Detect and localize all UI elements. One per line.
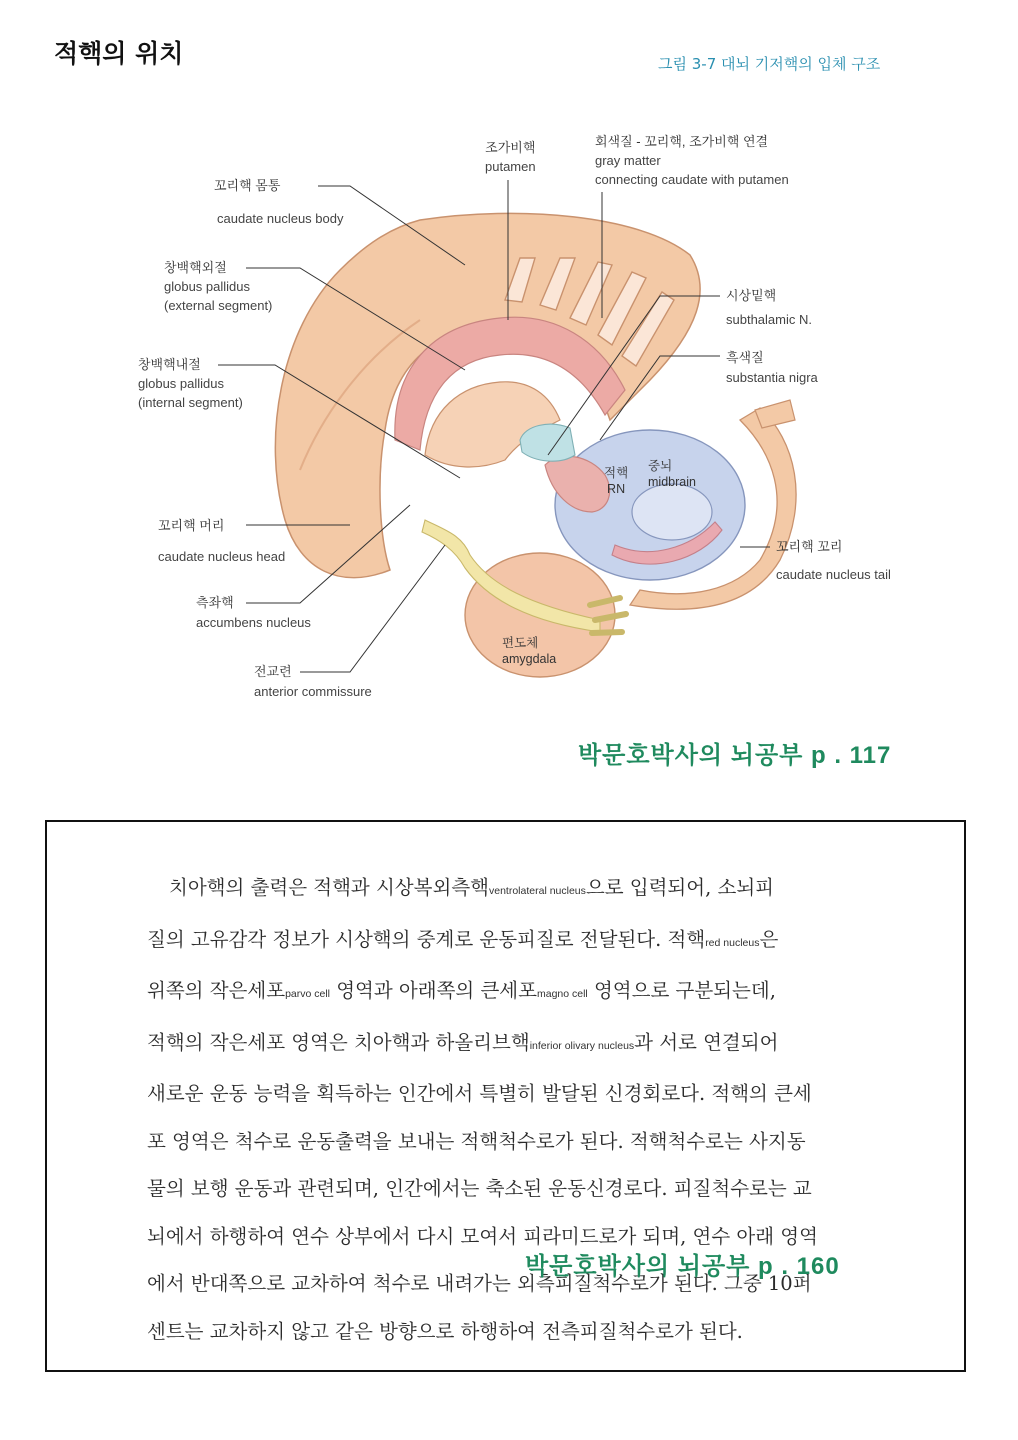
label-amygdala xyxy=(502,635,556,667)
text-line: 새로운 운동 능력을 획득하는 인간에서 특별히 발달된 신경회로다. 적핵의 큰세 xyxy=(147,1082,812,1105)
text-line xyxy=(147,967,867,1019)
label-midbrain xyxy=(648,458,696,490)
label-ko: 측좌핵 xyxy=(196,595,234,610)
label-putamen xyxy=(485,138,536,176)
label-caudate-body-en xyxy=(217,209,343,228)
label-globus-pallidus-internal xyxy=(138,355,243,412)
label-anterior-commissure xyxy=(254,662,372,701)
label-ko: 중뇌 xyxy=(648,459,673,473)
text-span: 위쪽의 작은세포 xyxy=(147,979,286,1002)
label-ko: 적핵 xyxy=(604,466,629,480)
text-span: 과 서로 연결되어 xyxy=(634,1030,779,1054)
text-line: 포 영역은 척수로 운동출력을 보내는 적핵척수로가 된다. 적핵척수로는 사지동 xyxy=(147,1129,806,1153)
text-line xyxy=(147,916,867,968)
label-en: (external segment) xyxy=(164,298,273,313)
label-en: (internal segment) xyxy=(138,395,243,410)
label-ko: 꼬리핵 꼬리 xyxy=(776,539,843,554)
label-en: RN xyxy=(607,482,626,496)
text-line: 에서 반대쪽으로 교차하여 척수로 내려가는 외측피질척수로가 된다. 그중 10퍼 xyxy=(147,1272,812,1295)
text-span: 적핵의 작은세포 영역은 치아핵과 하올리브핵 xyxy=(147,1030,530,1054)
label-en: globus pallidus xyxy=(138,376,225,391)
subthalamic-nucleus-shape xyxy=(520,424,575,461)
text-subscript: parvo cell xyxy=(285,988,331,1000)
label-en: accumbens nucleus xyxy=(196,615,311,630)
figure-caption: 그림 3-7 대뇌 기저핵의 입체 구조 xyxy=(658,55,881,73)
text-excerpt-box xyxy=(45,820,966,1372)
label-subthalamic xyxy=(726,286,812,329)
text-line: 센트는 교차하지 않고 같은 방향으로 하행하여 전측피질척수로가 된다. xyxy=(147,1319,743,1343)
label-accumbens xyxy=(196,593,311,632)
text-span: 영역으로 구분되는데, xyxy=(587,979,776,1002)
label-red-nucleus xyxy=(604,465,628,497)
label-en: caudate nucleus tail xyxy=(776,567,891,582)
source-citation-1: 박문호박사의 뇌공부 p . 117 xyxy=(578,742,892,769)
label-ko: 창백핵내절 xyxy=(138,357,201,372)
label-en: caudate nucleus body xyxy=(217,211,344,226)
text-subscript: ventrolateral nucleus xyxy=(489,885,586,897)
label-en: globus pallidus xyxy=(164,279,251,294)
label-ko: 창백핵외절 xyxy=(164,260,227,275)
text-line: 물의 보행 운동과 관련되며, 인간에서는 축소된 운동신경로다. 피질척수로는 교 xyxy=(147,1177,812,1200)
page-title: 적핵의 위치 xyxy=(54,39,184,68)
text-span: 치아핵의 출력은 적핵과 시상복외측핵 xyxy=(169,876,489,899)
source-citation-2: 박문호박사의 뇌공부 p . 160 xyxy=(525,1253,840,1280)
label-en: substantia nigra xyxy=(726,370,818,385)
label-ko: 꼬리핵 몸통 xyxy=(214,178,281,193)
label-en: caudate nucleus head xyxy=(158,549,286,564)
text-subscript: red nucleus xyxy=(705,936,760,949)
label-en: connecting caudate with putamen xyxy=(595,172,789,187)
label-gray-matter xyxy=(595,132,789,189)
text-span: 영역과 아래쪽의 큰세포 xyxy=(330,979,537,1002)
text-line xyxy=(147,1019,867,1071)
label-en: subthalamic N. xyxy=(726,312,812,327)
label-ko: 회색질 - 꼬리핵, 조가비핵 연결 xyxy=(595,134,769,149)
label-ko: 조가비핵 xyxy=(485,140,536,155)
label-caudate-tail xyxy=(776,537,891,584)
text-span: 으로 입력되어, 소뇌피 xyxy=(585,876,775,899)
label-globus-pallidus-external xyxy=(164,258,272,315)
text-subscript: inferior olivary nucleus xyxy=(529,1039,635,1052)
label-ko: 전교련 xyxy=(254,664,292,679)
excerpt-paragraph xyxy=(147,864,867,1355)
label-substantia-nigra xyxy=(726,348,818,387)
label-en: gray matter xyxy=(595,153,661,168)
text-span: 질의 고유감각 정보가 시상핵의 중계로 운동피질로 전달된다. 적핵 xyxy=(147,927,706,951)
label-ko: 시상밑핵 xyxy=(726,288,777,303)
label-en: amygdala xyxy=(502,652,557,666)
label-caudate-body xyxy=(214,176,280,195)
label-en: anterior commissure xyxy=(254,684,372,699)
text-span: 은 xyxy=(759,927,779,951)
label-en: putamen xyxy=(485,159,536,174)
label-caudate-head xyxy=(158,516,285,566)
label-ko: 흑색질 xyxy=(726,350,764,365)
label-ko: 꼬리핵 머리 xyxy=(158,518,225,533)
text-line xyxy=(147,864,867,916)
label-ko: 편도체 xyxy=(502,636,539,650)
label-en: midbrain xyxy=(648,475,696,489)
text-line: 뇌에서 하행하여 연수 상부에서 다시 모여서 피라미드로가 되며, 연수 아래 영역 xyxy=(147,1224,818,1248)
text-subscript: magno cell xyxy=(536,988,588,1000)
